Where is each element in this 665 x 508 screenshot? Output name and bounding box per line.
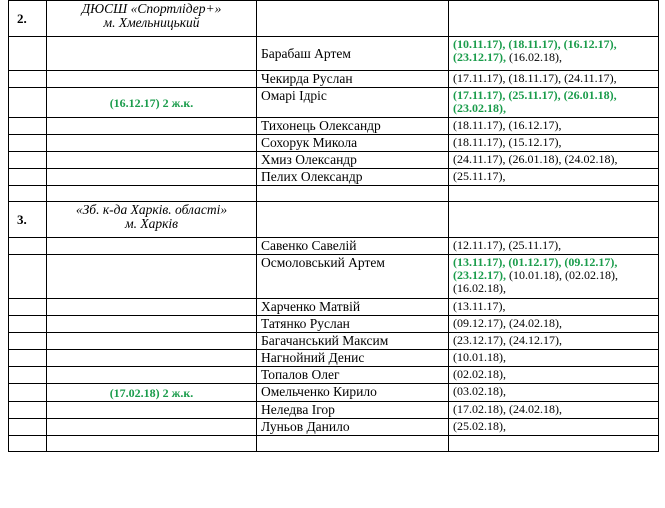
athlete-row [9, 333, 659, 350]
athlete-dates [449, 238, 659, 255]
dates-regular: (18.11.17), (16.12.17), [453, 118, 562, 132]
athlete-dates [449, 367, 659, 384]
athlete-name: Луньов Данило [257, 419, 449, 436]
athlete-row [9, 384, 659, 402]
dates-highlighted: (17.11.17), (25.11.17), (26.01.18), (23.02.18), [453, 88, 617, 115]
athlete-row [9, 350, 659, 367]
athlete-dates [449, 169, 659, 186]
club-name [47, 202, 257, 238]
athlete-row [9, 135, 659, 152]
athlete-name: Хмиз Олександр [257, 152, 449, 169]
athlete-dates [449, 255, 659, 299]
athlete-name: Татянко Руслан [257, 316, 449, 333]
dates-regular: (25.02.18), [453, 419, 506, 433]
athlete-row [9, 255, 659, 299]
athlete-dates [449, 135, 659, 152]
athlete-name: Харченко Матвій [257, 299, 449, 316]
athlete-name: Неледва Ігор [257, 402, 449, 419]
dates-regular: (23.12.17), (24.12.17), [453, 333, 562, 347]
club-title: ДЮСШ «Спортлідер+» [81, 1, 222, 16]
club-city: м. Харків [124, 216, 179, 231]
spacer-row [9, 436, 659, 452]
athlete-dates [449, 384, 659, 402]
athlete-row [9, 37, 659, 71]
athlete-name: Пелих Олександр [257, 169, 449, 186]
dates-regular: (16.02.18), [506, 50, 562, 64]
athlete-row [9, 152, 659, 169]
athlete-row [9, 316, 659, 333]
dates-regular: (10.01.18), [453, 350, 506, 364]
athlete-dates [449, 88, 659, 118]
dates-regular: (13.11.17), [453, 299, 506, 313]
athlete-row [9, 402, 659, 419]
club-title: «Зб. к-да Харків. області» [75, 202, 228, 217]
athlete-name: Тихонець Олександр [257, 118, 449, 135]
athlete-name: Сохорук Микола [257, 135, 449, 152]
athlete-name: Нагнойний Денис [257, 350, 449, 367]
athlete-dates [449, 118, 659, 135]
section-number: 2. [9, 1, 47, 37]
dates-highlighted: (13.11.17), (01.12.17), (09.12.17), (23.12.17), [453, 255, 618, 282]
athlete-dates [449, 316, 659, 333]
athlete-dates [449, 71, 659, 88]
section-number: 3. [9, 202, 47, 238]
athlete-name: Топалов Олег [257, 367, 449, 384]
athlete-name: Багачанський Максим [257, 333, 449, 350]
athlete-name: Омарі Ідріс [257, 88, 449, 118]
athlete-dates [449, 419, 659, 436]
athlete-dates [449, 299, 659, 316]
athlete-row [9, 88, 659, 118]
dates-regular: (10.01.18), (02.02.18), (16.02.18), [453, 268, 618, 295]
dates-regular: (02.02.18), [453, 367, 506, 381]
dates-regular: (03.02.18), [453, 384, 506, 398]
athlete-dates [449, 350, 659, 367]
award-note: (16.12.17) 2 ж.к. [47, 88, 257, 118]
athlete-name: Осмоловський Артем [257, 255, 449, 299]
athlete-row [9, 367, 659, 384]
athlete-row [9, 238, 659, 255]
discipline-table [8, 0, 659, 452]
dates-regular: (17.11.17), (18.11.17), (24.11.17), [453, 71, 617, 85]
section-header-row [9, 1, 659, 37]
section-header-row [9, 202, 659, 238]
club-name [47, 1, 257, 37]
dates-regular: (24.11.17), (26.01.18), (24.02.18), [453, 152, 618, 166]
dates-regular: (17.02.18), (24.02.18), [453, 402, 562, 416]
athlete-row [9, 118, 659, 135]
dates-regular: (12.11.17), (25.11.17), [453, 238, 562, 252]
dates-regular: (09.12.17), (24.02.18), [453, 316, 562, 330]
athlete-dates [449, 37, 659, 71]
athlete-name: Чекирда Руслан [257, 71, 449, 88]
athlete-row [9, 419, 659, 436]
award-note: (17.02.18) 2 ж.к. [47, 384, 257, 402]
athlete-dates [449, 152, 659, 169]
spacer-row [9, 186, 659, 202]
athlete-row [9, 71, 659, 88]
dates-regular: (25.11.17), [453, 169, 506, 183]
club-city: м. Хмельницький [103, 15, 200, 30]
athlete-name: Савенко Савелій [257, 238, 449, 255]
dates-highlighted: (10.11.17), (18.11.17), (16.12.17), (23.12.17), [453, 37, 617, 64]
athlete-name: Омельченко Кирило [257, 384, 449, 402]
athlete-name: Барабаш Артем [257, 37, 449, 71]
athlete-dates [449, 333, 659, 350]
athlete-row [9, 169, 659, 186]
athlete-row [9, 299, 659, 316]
dates-regular: (18.11.17), (15.12.17), [453, 135, 562, 149]
athlete-dates [449, 402, 659, 419]
